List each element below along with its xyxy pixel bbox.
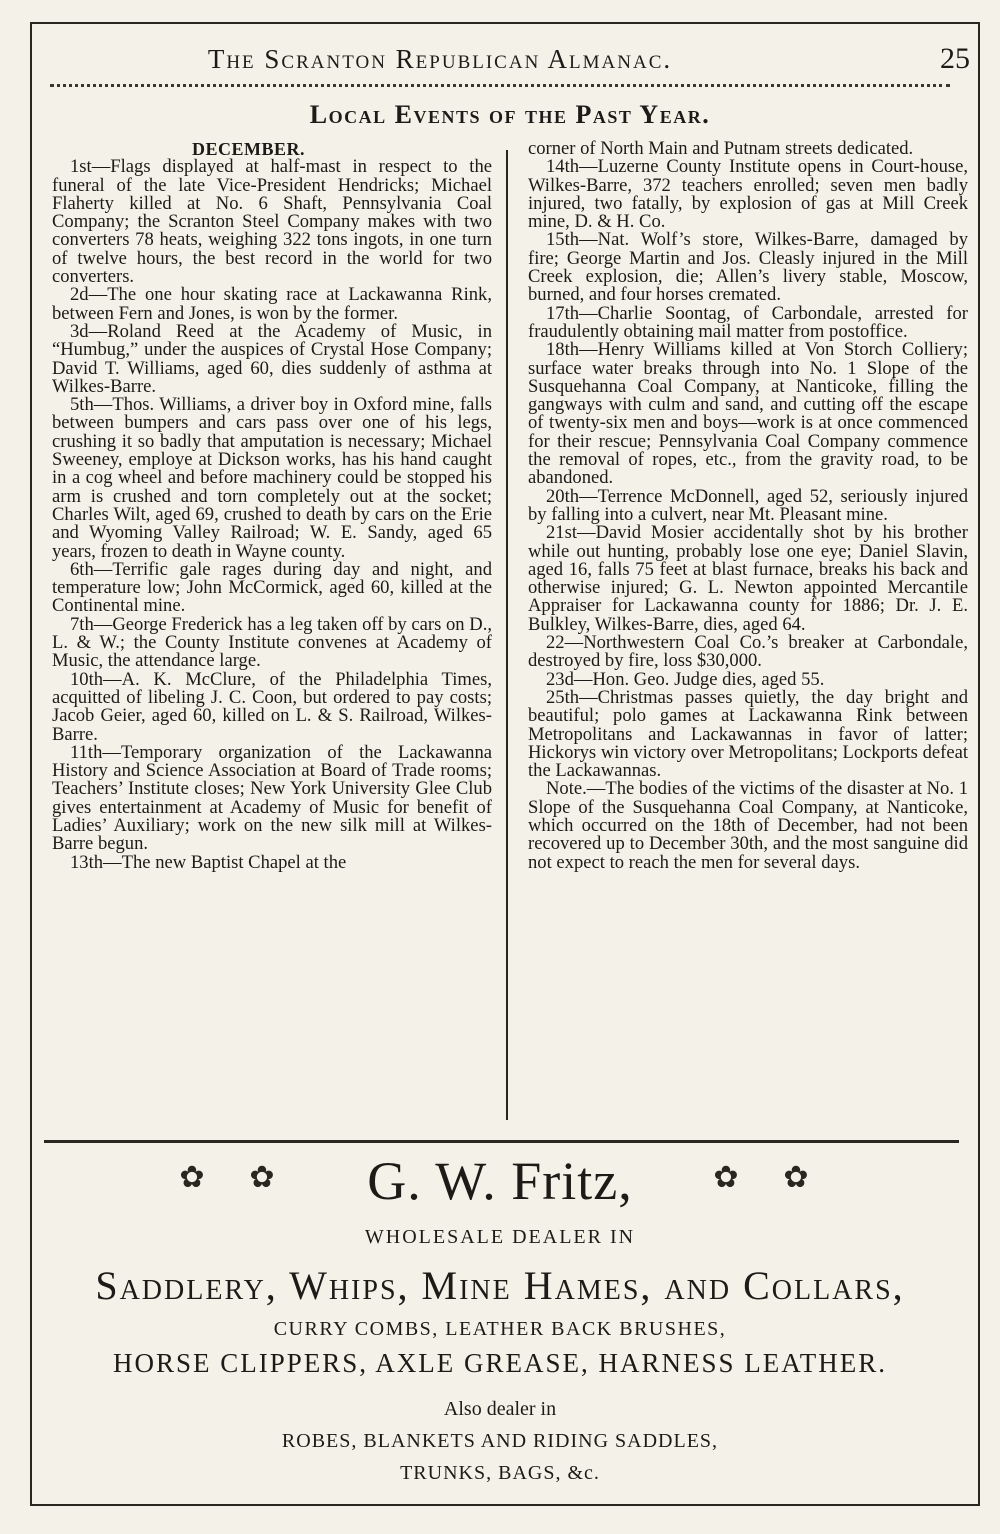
right-column: [528, 140, 968, 1120]
header-divider: [50, 84, 950, 95]
running-title: The Scranton Republican Almanac.: [207, 44, 673, 74]
page-number: 25: [940, 42, 970, 75]
event-entry: 11th—Temporary organization of the Lackawanna History and Science Association at Board of Trade rooms; Teachers’ Institute closes; New York University Glee Club gives entertainment at Academy of Music for benefit of Ladies’ Auxiliary; work on the new silk mill at Wilkes-Barre begun.: [52, 741, 492, 855]
ad-line: WHOLESALE DEALER IN: [364, 1226, 636, 1248]
event-entry: 3d—Roland Reed at the Academy of Music, in “Humbug,” under the auspices of Crystal Hose Company; David T. Williams, aged 60, dies suddenly of asthma at Wilkes-Barre.: [52, 320, 492, 397]
rosette-icon: ✿: [783, 1161, 809, 1194]
advertiser-name: G. W. Fritz,: [367, 1151, 633, 1211]
event-entry: 15th—Nat. Wolf’s store, Wilkes-Barre, damaged by fire; George Martin and Jos. Cleasly injured in the Mill Creek explosion, die; Allen’s livery stable, Moscow, burned, and four horses cremated.: [528, 229, 968, 306]
event-entry: 18th—Henry Williams killed at Von Storch Colliery; surface water breaks through into No. 1 Slope of the Susquehanna Coal Company, at Nanticoke, filling the gangways with culm and sand, and cutting off the escape of twenty-six men and boys—work is at once commenced for their rescue; Pennsylvania Coal Company commence the removal of ropes, etc., from the gravity road, to be abandoned.: [528, 339, 968, 489]
ad-line: CURRY COMBS, LEATHER BACK BRUSHES,: [273, 1318, 727, 1340]
event-entry: 22—Northwestern Coal Co.’s breaker at Carbondale, destroyed by fire, loss $30,000.: [528, 632, 968, 672]
ad-line: Also dealer in: [443, 1398, 557, 1420]
column-divider: [506, 150, 508, 1120]
event-entry: corner of North Main and Putnam streets dedicated.: [528, 138, 914, 159]
ad-headline: Saddlery, Whips, Mine Hames, and Collars,: [95, 1263, 905, 1308]
event-entry: 17th—Charlie Soontag, of Carbondale, arrested for fraudulently obtaining mail matter from postoffice.: [528, 302, 968, 342]
event-entry: 23d—Hon. Geo. Judge dies, aged 55.: [546, 668, 825, 690]
month-heading: DECEMBER.: [192, 139, 306, 159]
rosette-icon: ✿: [179, 1161, 205, 1194]
event-entry: 20th—Terrence McDonnell, aged 52, seriously injured by falling into a culvert, near Mt. Pleasant mine.: [528, 485, 968, 525]
event-entry: 1st—Flags displayed at half-mast in respect to the funeral of the late Vice-President Hendricks; Michael Flaherty killed at No. 6 Shaft, Pennsylvania Coal Company; the Scranton Steel Company makes with two converters 78 heats, weighing 322 tons ingots, in one turn of twelve hours, the best record in the world for two converters.: [52, 156, 492, 288]
ad-line: TRUNKS, BAGS, &c.: [400, 1462, 600, 1484]
rosette-icon: ✿: [713, 1161, 739, 1194]
ad-line: ROBES, BLANKETS AND RIDING SADDLES,: [281, 1430, 719, 1452]
page-header: [30, 40, 970, 86]
rosette-icon: ✿: [249, 1161, 275, 1194]
section-title: Local Events of the Past Year.: [309, 100, 711, 129]
event-entry: 14th—Luzerne County Institute opens in Court-house, Wilkes-Barre, 372 teachers enrolled; seven men badly injured, two fatally, by explosion of gas at Mill Creek mine, D. & H. Co.: [528, 156, 968, 233]
advertisement-divider: [44, 1140, 959, 1143]
event-entry: 10th—A. K. McClure, of the Philadelphia Times, acquitted of libeling J. C. Coon, but ordered to pay costs; Jacob Geier, aged 60, killed on L. & S. Railroad, Wilkes-Barre.: [52, 668, 492, 745]
note-entry: Note.—The bodies of the victims of the disaster at No. 1 Slope of the Susquehanna Coal Company, at Nanticoke, which occurred on the 18th of December, had not been recovered up to December 30th, and the most sanguine did not expect to reach the men for several days.: [528, 778, 968, 873]
ad-line: HORSE CLIPPERS, AXLE GREASE, HARNESS LEATHER.: [112, 1348, 888, 1378]
event-entry: 7th—George Frederick has a leg taken off by cars on D., L. & W.; the County Institute convenes at Academy of Music, the attendance large.: [52, 613, 492, 672]
event-entry: 6th—Terrific gale rages during day and night, and temperature low; John McCormick, aged 60, killed at the Continental mine.: [52, 558, 492, 617]
event-entry: 2d—The one hour skating race at Lackawanna Rink, between Fern and Jones, is won by the former.: [52, 284, 492, 324]
event-entry: 21st—David Mosier accidentally shot by his brother while out hunting, probably lose one eye; Daniel Slavin, aged 16, falls 75 feet at blast furnace, breaks his back and otherwise injured; G. L. Newton appointed Mercantile Appraiser for Lackawanna county for 1886; Dr. J. E. Bulkley, Wilkes-Barre, dies, aged 64.: [528, 522, 968, 635]
event-entry: 25th—Christmas passes quietly, the day bright and beautiful; polo games at Lackawanna Rink between Metropolitans and Lackawannas in favor of latter; Hickorys win victory over Metropolitans; Lockports defeat the Lackawannas.: [528, 686, 968, 782]
event-entry: 5th—Thos. Williams, a driver boy in Oxford mine, falls between bumpers and cars pass over one of his legs, crushing it so badly that amputation is necessary; Michael Sweeney, employe at Dickson works, has his hand caught in a cog wheel and before machinery could be stopped his arm is crushed and torn completely out at the socket; Charles Wilt, aged 69, crushed to death by cars on the Erie and Wyoming Valley Railroad; W. E. Sandy, aged 65 years, frozen to death in Wayne county.: [52, 394, 492, 562]
left-column: [52, 140, 492, 1120]
event-entry: 13th—The new Baptist Chapel at the: [70, 851, 347, 873]
